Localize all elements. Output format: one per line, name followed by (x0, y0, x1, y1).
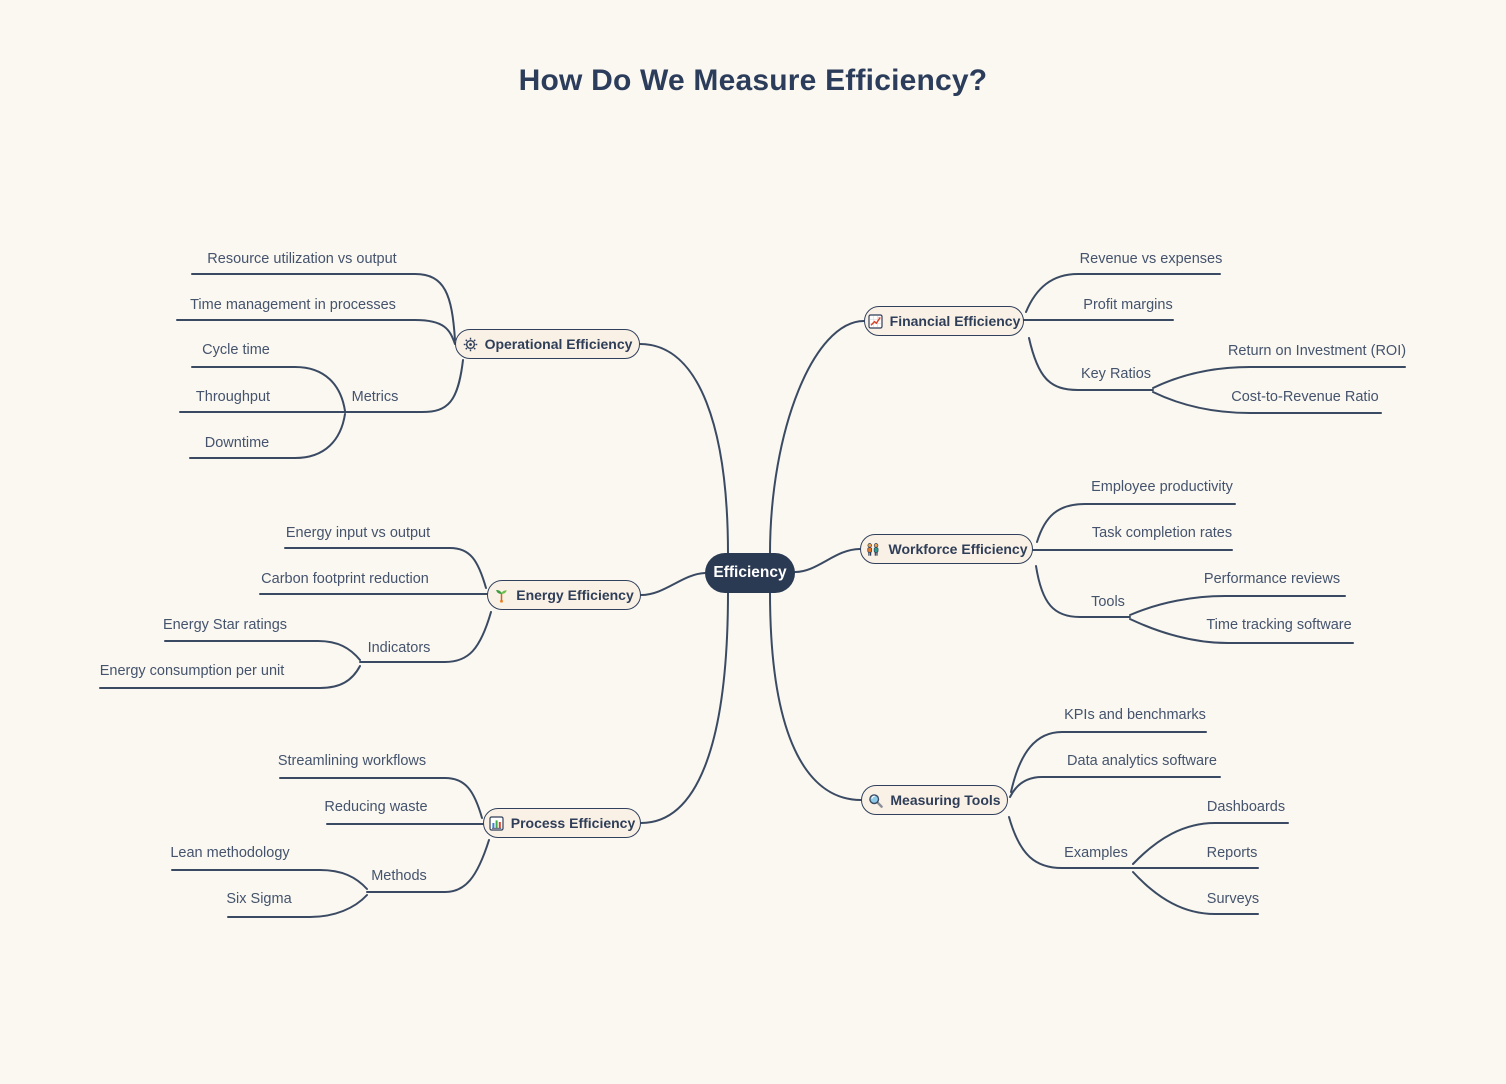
connector-line (177, 320, 455, 344)
topic-node-measuring-tools[interactable] (861, 785, 1008, 815)
central-node[interactable] (705, 553, 795, 593)
topic-label: Operational Efficiency (484, 336, 633, 352)
node-resource-utilization-vs-output[interactable]: Resource utilization vs output (207, 251, 397, 267)
node-throughput[interactable]: Throughput (195, 389, 271, 405)
magnifier-icon (868, 793, 883, 808)
node-cost-to-revenue-ratio[interactable]: Cost-to-Revenue Ratio (1231, 389, 1379, 405)
node-task-completion-rates[interactable]: Task completion rates (1091, 525, 1233, 541)
node-revenue-vs-expenses[interactable]: Revenue vs expenses (1079, 251, 1223, 267)
topic-label: Measuring Tools (890, 792, 1001, 808)
node-reports[interactable]: Reports (1206, 845, 1258, 861)
connector-line (795, 549, 860, 572)
connector-line (1010, 777, 1220, 797)
node-return-on-investment-roi[interactable]: Return on Investment (ROI) (1227, 343, 1407, 359)
node-six-sigma[interactable]: Six Sigma (226, 891, 292, 907)
topic-label: Energy Efficiency (516, 587, 634, 603)
node-energy-consumption-per-unit[interactable]: Energy consumption per unit (99, 663, 285, 679)
node-downtime[interactable]: Downtime (204, 435, 270, 451)
node-lean-methodology[interactable]: Lean methodology (170, 845, 290, 861)
connector-line (165, 641, 360, 660)
node-energy-star-ratings[interactable]: Energy Star ratings (162, 617, 288, 633)
connector-line (367, 840, 489, 892)
connector-line (770, 592, 861, 800)
topic-node-process-efficiency[interactable] (483, 808, 641, 838)
page-title: How Do We Measure Efficiency? (518, 64, 988, 97)
node-tools[interactable]: Tools (1091, 594, 1125, 610)
node-key-ratios[interactable]: Key Ratios (1080, 366, 1152, 382)
bar-chart-icon (489, 816, 504, 831)
connector-line (172, 870, 367, 889)
node-profit-margins[interactable]: Profit margins (1083, 297, 1173, 313)
topic-node-energy-efficiency[interactable] (487, 580, 641, 610)
topic-node-workforce-efficiency[interactable] (860, 534, 1033, 564)
node-surveys[interactable]: Surveys (1206, 891, 1260, 907)
node-indicators[interactable]: Indicators (367, 640, 431, 656)
node-performance-reviews[interactable]: Performance reviews (1203, 571, 1341, 587)
node-streamlining-workflows[interactable]: Streamlining workflows (277, 753, 427, 769)
node-energy-input-vs-output[interactable]: Energy input vs output (285, 525, 431, 541)
central-node-label: Efficiency (713, 564, 787, 581)
node-employee-productivity[interactable]: Employee productivity (1091, 479, 1233, 495)
node-methods[interactable]: Methods (371, 868, 427, 884)
topic-label: Workforce Efficiency (888, 541, 1028, 557)
node-examples[interactable]: Examples (1064, 845, 1128, 861)
node-data-analytics-software[interactable]: Data analytics software (1067, 753, 1217, 769)
topic-label: Financial Efficiency (889, 313, 1021, 329)
connector-line (641, 573, 705, 595)
node-kpis-and-benchmarks[interactable]: KPIs and benchmarks (1064, 707, 1206, 723)
node-time-management-in-processes[interactable]: Time management in processes (190, 297, 396, 313)
seedling-icon (494, 588, 509, 603)
topic-label: Process Efficiency (510, 815, 636, 831)
connector-line (1153, 367, 1405, 388)
node-time-tracking-software[interactable]: Time tracking software (1206, 617, 1352, 633)
topic-node-operational-efficiency[interactable] (455, 329, 640, 359)
node-cycle-time[interactable]: Cycle time (202, 342, 270, 358)
connector-line (641, 592, 728, 823)
people-icon (865, 542, 881, 557)
node-metrics[interactable]: Metrics (351, 389, 399, 405)
chart-increasing-icon (868, 314, 883, 329)
node-carbon-footprint-reduction[interactable]: Carbon footprint reduction (261, 571, 429, 587)
connector-line (1130, 596, 1345, 615)
connector-line (640, 344, 728, 554)
gear-icon (463, 337, 478, 352)
connector-line (1029, 338, 1153, 390)
topic-node-financial-efficiency[interactable] (864, 306, 1024, 336)
node-dashboards[interactable]: Dashboards (1206, 799, 1286, 815)
node-reducing-waste[interactable]: Reducing waste (324, 799, 428, 815)
connector-line (770, 321, 864, 554)
